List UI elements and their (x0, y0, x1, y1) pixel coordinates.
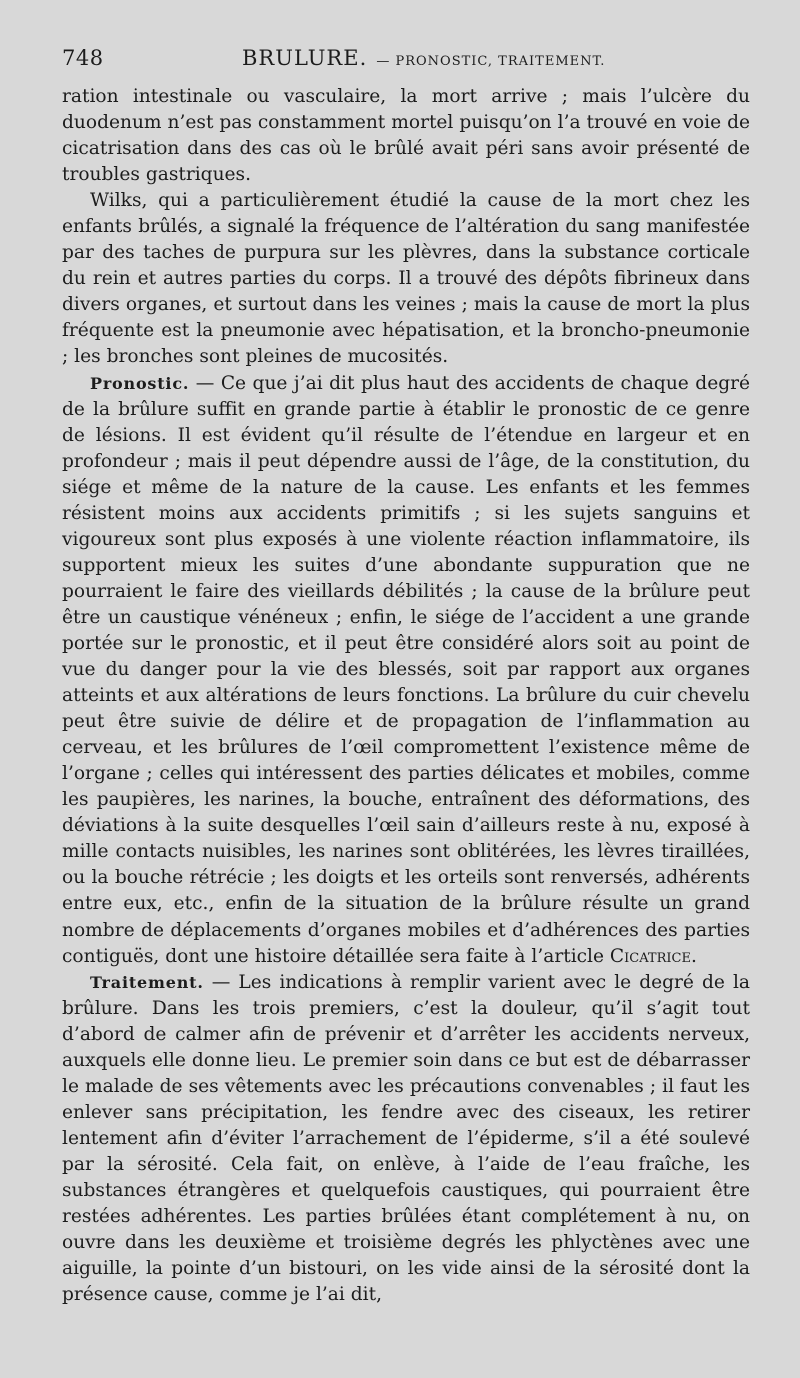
paragraph-traitement (62, 970, 750, 1309)
page-header (62, 46, 762, 78)
paragraph-text: — Les indications à remplir varient avec le degré de la brûlure. Dans les trois premiers, c’est la douleur, qu’il s’agit tout d’abord de calmer afin de prévenir et d’arrêter les accidents nerveux, auxquels elle donne lieu. Le premier soin dans ce but est de débarrasser le malade de ses vêtements avec les précautions convenables ; il faut les enlever sans précipitation, les fendre avec des ciseaux, les retirer lentement afin d’éviter l’arrachement de l’épiderme, s’il a été soulevé par la sérosité. Cela fait, on enlève, à l’aide de l’eau fraîche, les substances étrangères et quelquefois caustiques, qui pourraient être restées adhérentes. Les parties brûlées étant complétement à nu, on ouvre dans les deuxième et troisième degrés les phlyctènes avec une aiguille, la pointe d’un bistouri, on les vide ainsi de la sérosité dont la présence cause, comme je l’ai dit, (62, 971, 750, 1306)
body-text (62, 84, 750, 1308)
paragraph-text: — Ce que j’ai dit plus haut des accidents de chaque degré de la brûlure suffit en grande partie à établir le pronostic de ce genre de lésions. Il est évident qu’il résulte de l’étendue en largeur et en profondeur ; mais il peut dépendre aussi de l’âge, de la constitution, du siége et même de la nature de la cause. Les enfants et les femmes résistent moins aux accidents primitifs ; si les sujets sanguins et vigoureux sont plus exposés à une violente réaction inflammatoire, ils supportent mieux les suites d’une abondante suppuration que ne pourraient le faire des vieillards débilités ; la cause de la brûlure peut être un caustique vénéneux ; enfin, le siége de l’accident a une grande portée sur le pronostic, et il peut être considéré alors soit au point de vue du danger pour la vie des blessés, soit par rapport aux organes atteints et aux altérations de leurs fonctions. La brûlure du cuir chevelu peut être suivie de délire et de propagation de l’inflammation au cerveau, et les brûlures de l’œil compromettent l’existence même de l’organe ; celles qui intéressent des parties délicates et mobiles, comme les paupières, les narines, la bouche, entraînent des déformations, des déviations à la suite desquelles l’œil sain d’ailleurs reste à nu, exposé à mille contacts nuisibles, les narines sont oblitérées, les lèvres tiraillées, ou la bouche rétrécie ; les doigts et les orteils sont renversés, adhérents entre eux, etc., enfin de la situation de la brûlure résulte un grand nombre de déplacements d’organes mobiles et d’adhérences des parties contiguës, dont une histoire détaillée sera faite à l’article (62, 372, 750, 967)
paragraph-pronostic (62, 371, 750, 970)
section-heading-pronostic: Pronostic. (90, 373, 190, 393)
running-head-title: BRULURE. (242, 46, 368, 70)
paragraph-tail: . (690, 945, 697, 967)
page-number: 748 (62, 46, 104, 70)
paragraph-text: ration intestinale ou vasculaire, la mort arrive ; mais l’ulcère du duodenum n’est pas constamment mortel puisqu’on l’a trouvé en voie de cicatrisation dans des cas où le brûlé avait péri sans avoir présenté de troubles gastriques. (62, 86, 750, 186)
paragraph-continued (62, 84, 750, 188)
running-head (242, 46, 605, 70)
running-head-subtitle: — PRONOSTIC, TRAITEMENT. (376, 54, 606, 69)
paragraph-wilks (62, 188, 750, 370)
cross-reference: Cicatrice (609, 945, 691, 967)
section-heading-traitement: Traitement. (90, 972, 204, 992)
paragraph-text: Wilks, qui a particulièrement étudié la cause de la mort chez les enfants brûlés, a signalé la fréquence de l’altération du sang manifestée par des taches de purpura sur les plèvres, dans la substance corticale du rein et autres parties du corps. Il a trouvé des dépôts fibrineux dans divers organes, et surtout dans les veines ; mais la cause de mort la plus fréquente est la pneumonie avec hépatisation, et la broncho-pneumonie ; les bronches sont pleines de mucosités. (62, 190, 750, 368)
